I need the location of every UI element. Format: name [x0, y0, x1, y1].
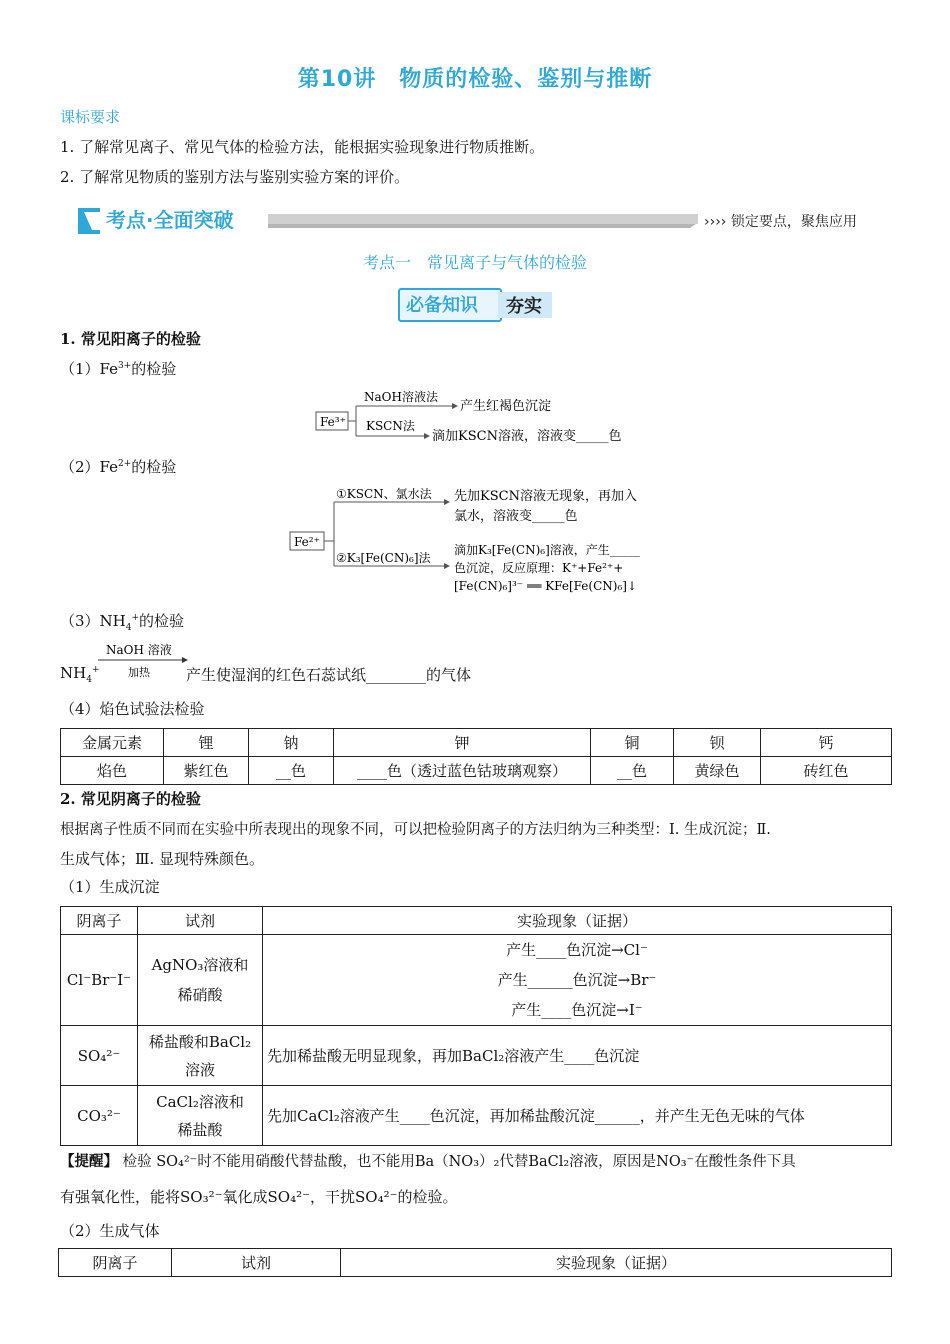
flame-h0: 金属元素 [61, 729, 164, 757]
precip-r3-reagent: CaCl₂溶液和 稀盐酸 [138, 1086, 263, 1146]
s2-heading: 2. 常见阴离子的检验 [60, 790, 201, 808]
flame-c1: 紫红色 [164, 757, 249, 785]
s1-heading: 1. 常见阳离子的检验 [60, 330, 201, 348]
precip-h1: 试剂 [138, 907, 263, 935]
banner-tagline: ›››› 锁定要点，聚焦应用 [704, 214, 857, 230]
fe3-m1: NaOH溶液法 [364, 390, 438, 404]
precip-r1-phenomena [263, 935, 892, 1026]
flame-h4: 铜 [591, 729, 674, 757]
precip-r2-ion: SO₄²⁻ [61, 1026, 138, 1086]
s2-intro-1: 根据离子性质不同而在实验中所表现出的现象不同，可以把检验阴离子的方法归纳为三种类型：Ⅰ. 生成沉淀；Ⅱ. [60, 822, 771, 838]
kebiao-item-2: 2. 了解常见物质的鉴别方法与鉴别实验方案的评价。 [60, 168, 410, 186]
flame-c4: __色 [591, 757, 674, 785]
flame-h5: 钡 [674, 729, 761, 757]
precip-h0: 阴离子 [61, 907, 138, 935]
precip-table [60, 906, 892, 1146]
flame-h3: 钾 [334, 729, 591, 757]
gas-h1: 试剂 [172, 1249, 341, 1277]
fe3-ion: Fe³⁺ [320, 415, 346, 429]
fe2-r2c: [Fe(CN)₆]³⁻ ══ KFe[Fe(CN)₆]↓ [454, 579, 637, 593]
gas-table [58, 1248, 892, 1277]
fe3-m2: KSCN法 [366, 419, 415, 433]
s2-sub1: （1）生成沉淀 [60, 878, 160, 896]
fe2-ion: Fe²⁺ [294, 535, 320, 549]
flame-table [60, 728, 892, 785]
flame-c2: __色 [249, 757, 334, 785]
nh4-ion-text: $NH_4^+$ [60, 664, 100, 685]
fe2-r1a: 先加KSCN溶液无现象，再加入 [454, 489, 637, 504]
tixing-label: 【提醒】 [60, 1153, 118, 1170]
flame-h6: 钙 [761, 729, 892, 757]
fe2-r2b: 色沉淀，反应原理：K⁺+Fe²⁺+ [454, 561, 624, 575]
flame-c3: ____色（透过蓝色钴玻璃观察） [334, 757, 591, 785]
flame-c0: 焰色 [61, 757, 164, 785]
precip-r1-p2: 产生______色沉淀→Br⁻ [497, 971, 657, 989]
flame-h2: 钠 [249, 729, 334, 757]
precip-r1-p1: 产生____色沉淀→Cl⁻ [506, 941, 648, 959]
flame-h1: 锂 [164, 729, 249, 757]
s2-intro-2: 生成气体；Ⅲ. 显现特殊颜色。 [60, 850, 265, 868]
bibei-badge [398, 288, 554, 320]
precip-r1-ion: Cl⁻Br⁻I⁻ [61, 935, 138, 1026]
fe3-r2: 滴加KSCN溶液，溶液变_____色 [432, 429, 622, 444]
precip-r2-reagent: 稀盐酸和BaCl₂ 溶液 [138, 1026, 263, 1086]
fe3-diagram [312, 384, 652, 446]
flame-c6: 砖红色 [761, 757, 892, 785]
fe3-label: $(1)Fe^{3+}$的检验 [60, 360, 177, 378]
precip-r3-phenomena: 先加CaCl₂溶液产生____色沉淀，再加稀盐酸沉淀______，并产生无色无味的气体 [263, 1086, 892, 1146]
nh4-arrow-bottom: 加热 [128, 666, 150, 679]
flame-c5: 黄绿色 [674, 757, 761, 785]
page-title: 第10讲 物质的检验、鉴别与推断 [297, 67, 653, 92]
gas-h0: 阴离子 [59, 1249, 172, 1277]
section-banner [78, 200, 878, 242]
fe3-r1: 产生红褐色沉淀 [460, 399, 552, 414]
bibei-right: 夯实 [506, 296, 542, 317]
s2-sub2: （2）生成气体 [60, 1222, 160, 1240]
banner-label: 考点·全面突破 [106, 208, 234, 232]
fe2-m1: ①KSCN、氯水法 [336, 487, 432, 501]
kaodian-1-heading: 考点一 常见离子与气体的检验 [362, 253, 587, 272]
precip-h2: 实验现象（证据） [263, 907, 892, 935]
nh4-arrow-top: NaOH 溶液 [106, 643, 172, 657]
tixing-line-1: 【提醒】 检验 SO₄²⁻时不能用硝酸代替盐酸，也不能用Ba（NO₃）₂代替BaCl₂溶液，原因是NO₃⁻在酸性条件下具 [60, 1153, 796, 1170]
precip-r2-phenomena: 先加稀盐酸无明显现象，再加BaCl₂溶液产生____色沉淀 [263, 1026, 892, 1086]
kebiao-heading: 课标要求 [60, 108, 121, 126]
fe2-r2a: 滴加K₃[Fe(CN)₆]溶液，产生_____ [454, 543, 640, 557]
fe2-label: $(2)Fe^{2+}$的检验 [60, 458, 177, 476]
nh4-result: 产生使湿润的红色石蕊试纸________的气体 [186, 666, 472, 684]
fe2-m2: ②K₃[Fe(CN)₆]法 [336, 551, 431, 565]
flame-label: （4）焰色试验法检验 [60, 700, 205, 718]
precip-r1-reagent: AgNO₃溶液和 稀硝酸 [138, 935, 263, 1026]
tixing-line-2: 有强氧化性，能将SO₃²⁻氧化成SO₄²⁻，干扰SO₄²⁻的检验。 [60, 1188, 458, 1206]
nh4-arrow [96, 640, 192, 682]
bibei-left: 必备知识 [406, 295, 478, 316]
precip-r3-ion: CO₃²⁻ [61, 1086, 138, 1146]
nh4-label: $(3)NH_4^+$的检验 [60, 612, 185, 633]
precip-r1-p3: 产生____色沉淀→I⁻ [511, 1001, 643, 1019]
kebiao-item-1: 1. 了解常见离子、常见气体的检验方法，能根据实验现象进行物质推断。 [60, 138, 545, 156]
gas-h2: 实验现象（证据） [341, 1249, 892, 1277]
fe2-diagram [288, 484, 668, 600]
fe2-r1b: 氯水，溶液变_____色 [454, 509, 578, 524]
